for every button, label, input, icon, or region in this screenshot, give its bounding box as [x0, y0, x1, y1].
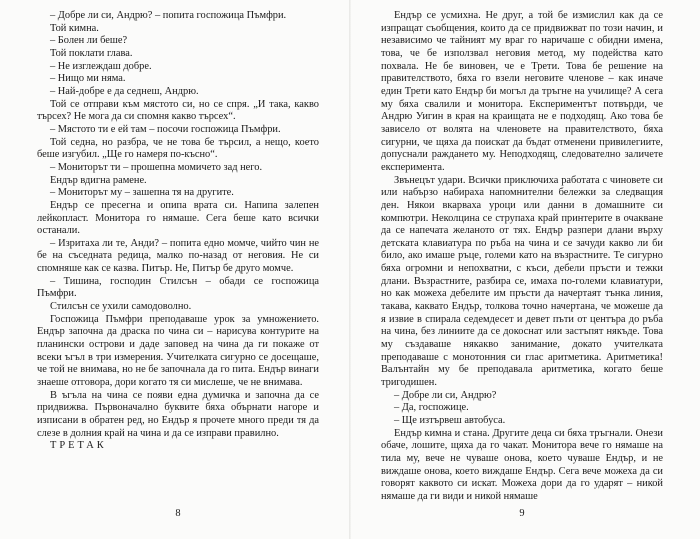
paragraph: Той се отправи към мястото си, но се спря. „И така, какво търсех? Не мога да си спомня какво търсех“.	[37, 98, 319, 123]
paragraph: – Мониторът ти – прошепна момичето зад него.	[50, 161, 263, 173]
right-page	[381, 10, 663, 530]
paragraph: Звънецът удари. Всички приключиха работата с чиновете си или набързо набираха напомнителни бележки за следващия ден. Някои вкарваха уроци или данни в домашните си компютри. Неколцина се струпаха край принтерите в очакване да се напечата желаното от тях. Ендър разпери длани върху детската клавиатура по ръба на чина и се зачуди какво ли би било, ако имаше ръце, големи като на възрастните. Те сигурно бяха огромни и непохватни, с къси, дебели пръсти и тежки длани. Възрастните, разбира се, имаха по-големи клавиатури, но как можеха дебелите им пръсти да начертаят тънка линия, такава, каквато Ендър, толкова точно начертана, че можеше да я извие в спирала седемдесет и девет пъти от центъра до ръба на чина, без линиите да се докоснат или застъпят някъде. Това му създаваше някакво занимание, докато учителката преподаваше с монотонния си глас аритметика. Аритметика! Валънтайн му бе преподавала аритметика, когато беше тригодишен.	[381, 174, 663, 389]
paragraph: Ендър кимна и стана. Другите деца си бяха тръгнали. Онези обаче, лошите, щяха да го чакат. Монитора вече го нямаше на тила му, вече не чуваше онова, което чуваше Ендър, и не виждаше онова, което виждаше Ендър. Сега вече можеха да си говорят каквото си искат. Можеха дори да го ударят – никой нямаше да ги види и никой нямаше	[381, 427, 663, 502]
page-number: 9	[519, 508, 525, 519]
paragraph: – Най-добре е да седнеш, Андрю.	[50, 85, 199, 97]
right-page-text	[381, 10, 663, 504]
paragraph: Стилсън се ухили самодоволно.	[50, 301, 192, 313]
paragraph: – Добре ли си, Андрю? – попита госпожица Пъмфри.	[50, 10, 287, 21]
paragraph: – Нищо ми няма.	[50, 73, 126, 85]
paragraph: Той кимна.	[50, 22, 99, 34]
book-gutter	[349, 0, 351, 539]
paragraph: – Ще изтървеш автобуса.	[394, 415, 506, 426]
paragraph: Госпожица Пъмфри преподаваше урок за умножението. Ендър започна да драска по чина си – нарисува контурите на планински острови и даде заповед на чина да ги покаже от всеки ъгъл в три измерения. Учителката сигурно се досещаше, че той не внимава, но не бе започнала да го пита. Ендър винаги знаеше отговора, дори когато тя си мислеше, че не внимава.	[37, 313, 319, 389]
paragraph: – Не изглеждаш добре.	[50, 60, 152, 72]
paragraph: – Изритаха ли те, Анди? – попита едно момче, чийто чин не бе на съседната редица, малко по-назад от неговия. Не си спомняше как се казва. Питър. Не, Питър бе друго момче.	[37, 237, 319, 275]
paragraph: Ендър се пресегна и опипа врата си. Напипа залепен лейкопласт. Монитора го нямаше. Сега беше като всички останали.	[37, 199, 319, 237]
paragraph: – Добре ли си, Андрю?	[394, 389, 497, 401]
paragraph: – Мониторът му – зашепна тя на другите.	[50, 187, 234, 199]
signature-mark: ТРЕТАК	[50, 440, 107, 452]
paragraph: – Да, госпожице.	[394, 402, 469, 414]
left-page-text	[37, 10, 319, 453]
paragraph: – Болен ли беше?	[50, 35, 128, 47]
page-number: 8	[175, 508, 181, 519]
paragraph: – Мястото ти е ей там – посочи госпожица Пъмфри.	[50, 123, 281, 135]
paragraph: Ендър се усмихна. Не друг, а той бе измислил как да се изпращат съобщения, които да се придвижват по този начин, и независимо че тайният му враг го наричаше с обидни имена, това, че бе използвал неговия метод, му подейства като похвала. Не бе виновен, че е Трети. Това бе решение на правителството, бяха го взели неговите членове – как иначе един Трети като Ендър би могъл да тръгне на училище? А сега му бяха свалили и монитора. Експериментът потвърди, че Андрю Уигин в края на краищата не е подходящ. Ако това бе зависело от волята на членовете на правителството, бяха сигурни, че щяха да поискат да бъдат отменени привилегиите, допуснали раждането му. Неподходящ, следователно заличете експеримента.	[381, 10, 663, 173]
paragraph: Ендър вдигна рамене.	[50, 174, 147, 186]
paragraph: Той поклати глава.	[50, 47, 133, 59]
paragraph: – Тишина, господин Стилсън – обади се госпожица Пъмфри.	[37, 275, 319, 300]
paragraph: Той седна, но разбра, че не това бе търсил, а нещо, което беше изгубил. „Ще го намеря по-късно“.	[37, 136, 319, 161]
paragraph: В ъгъла на чина се появи една думичка и започна да се придвижва. Първоначално буквите бяха обърнати нагоре и изписани в обратен ред, но Ендър я прочете много преди тя да слезе в долния край на чина и да се изправи правилно.	[37, 389, 319, 439]
left-page	[37, 10, 319, 530]
